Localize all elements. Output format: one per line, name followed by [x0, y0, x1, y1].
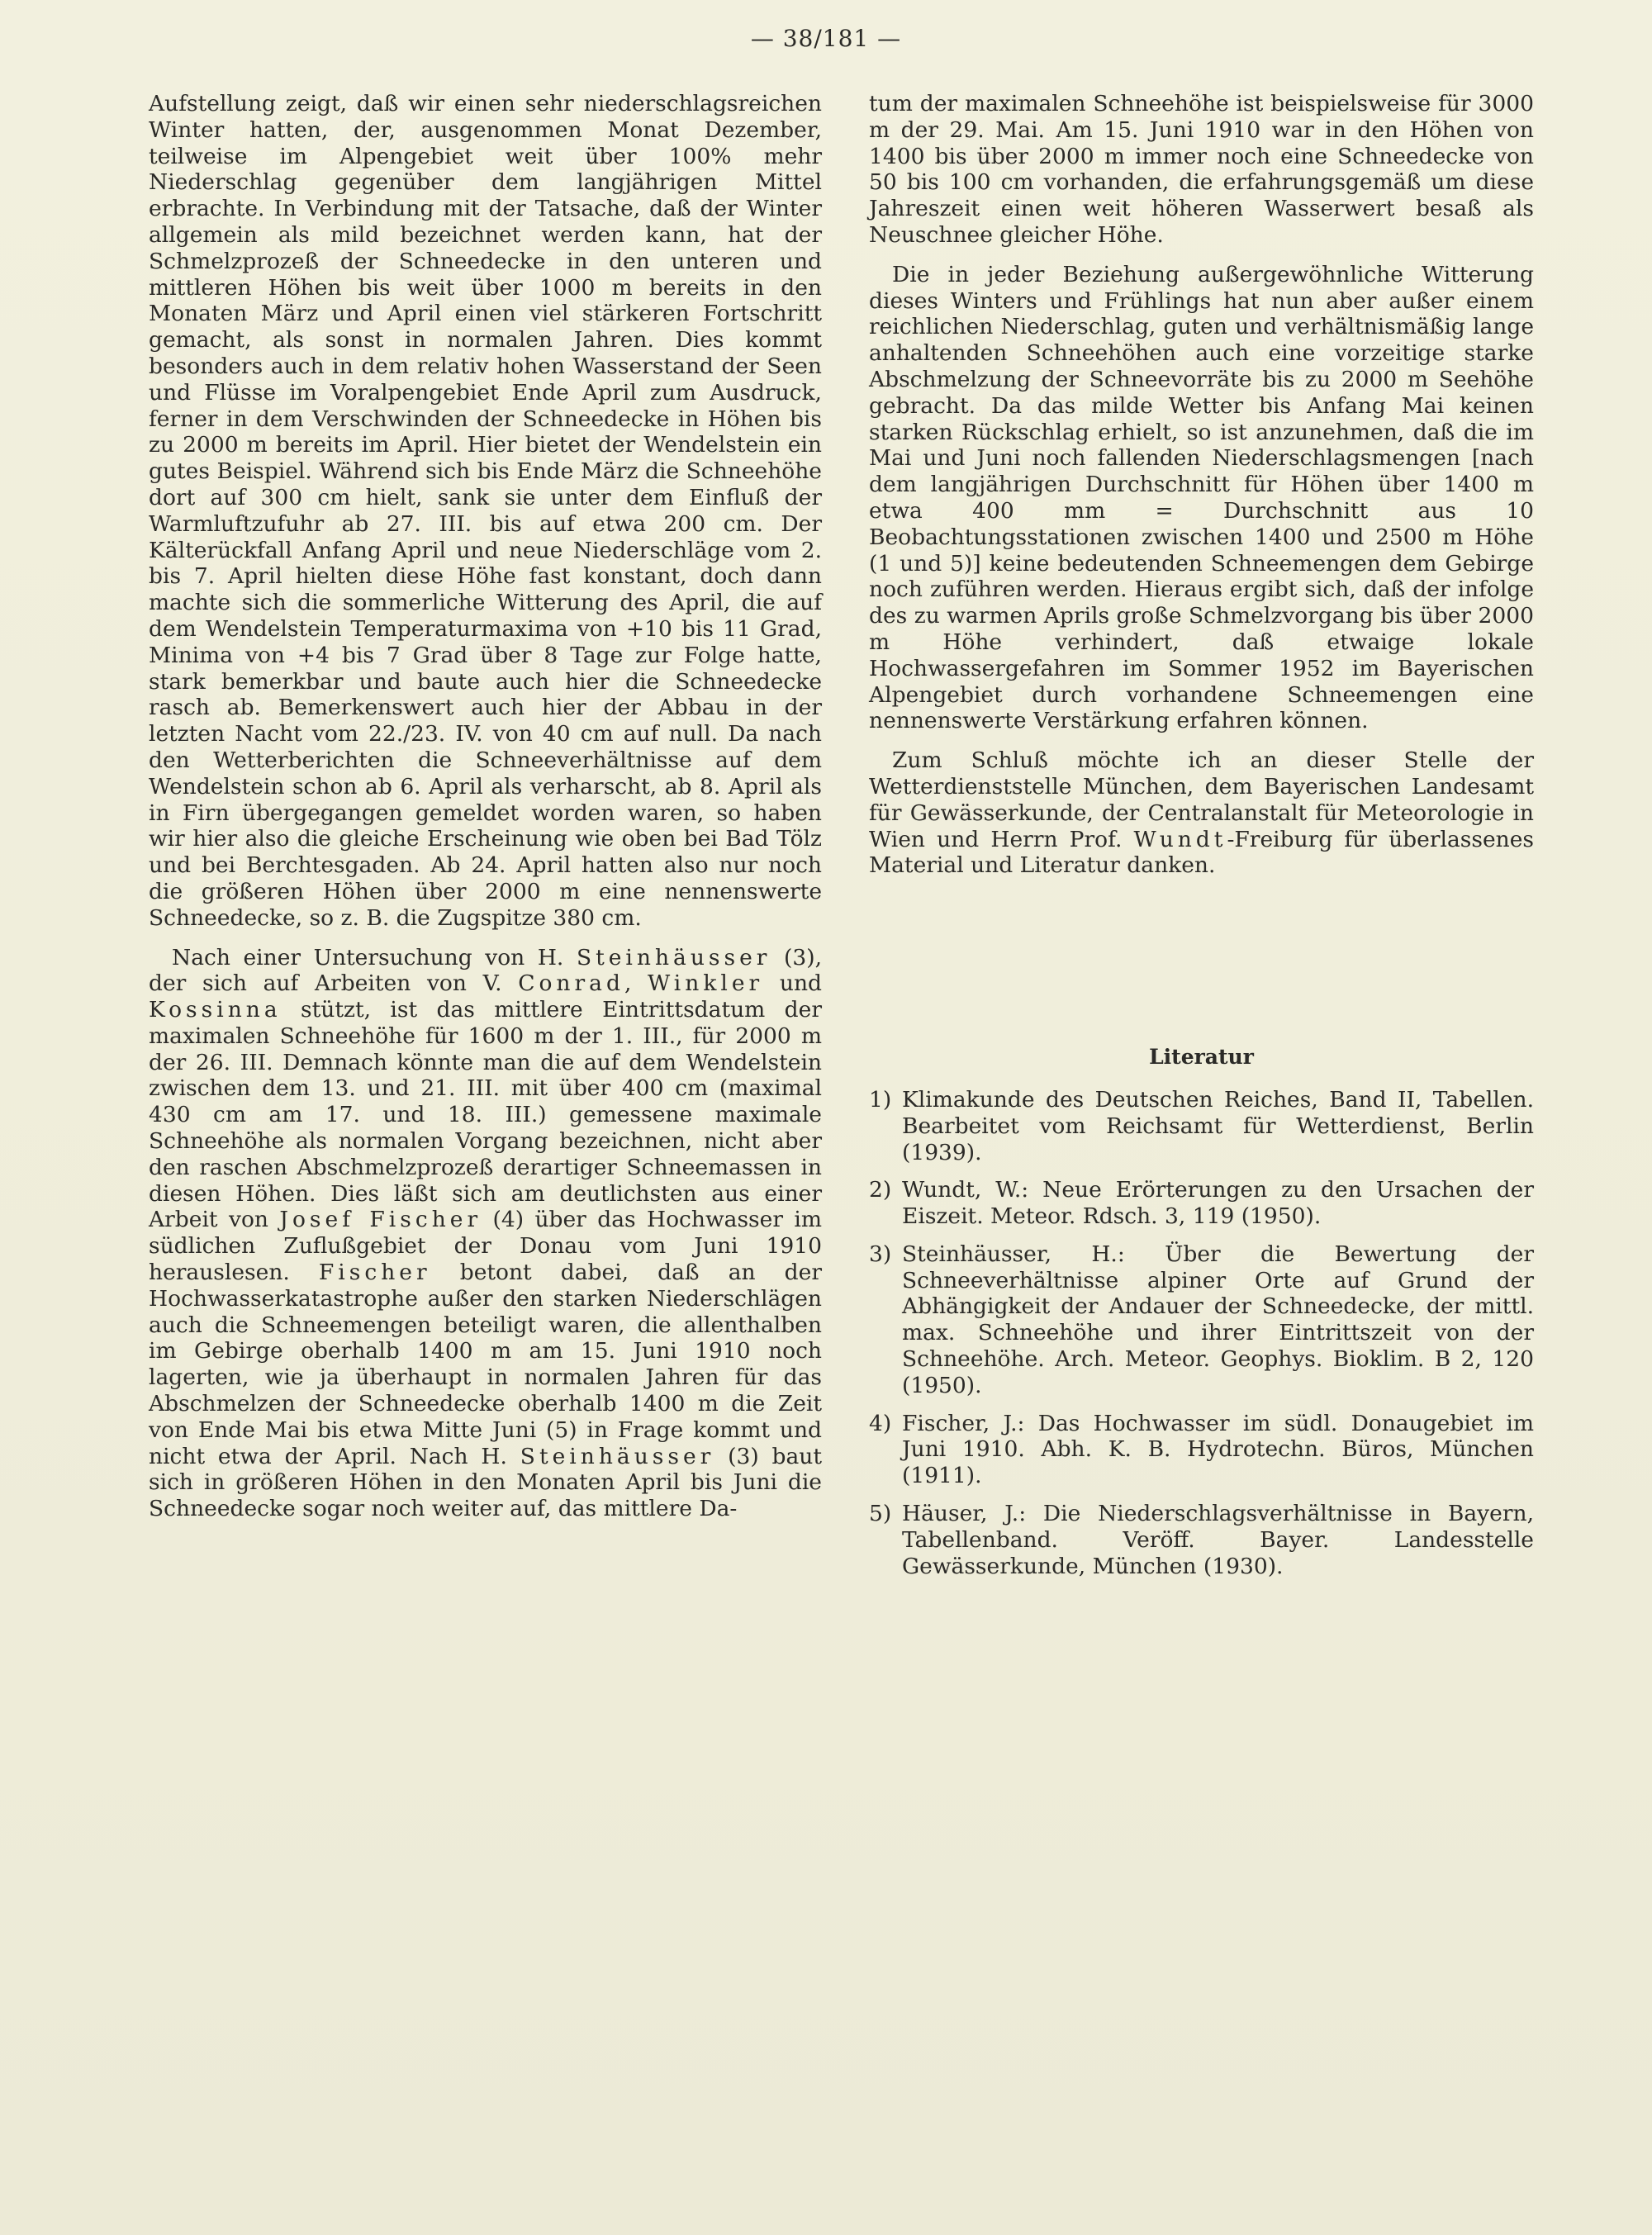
- reference-text: Steinhäusser, H.: Über die Bewertung der Schneeverhältnisse alpiner Orte auf Grund der Abhängigkeit der Andauer der Schneedecke, der mittl. max. Schneehöhe und ihrer Eintrittszeit von der Schneehöhe. Arch. Meteor. Geophys. Bioklim. B 2, 120 (1950).: [902, 1241, 1534, 1398]
- reference-number: 1): [869, 1086, 892, 1113]
- literature-heading: Literatur: [1149, 1045, 1254, 1070]
- reference-number: 3): [869, 1241, 892, 1267]
- text-segment: -Freiburg für überlassenes Material und Literatur danken.: [869, 826, 1534, 879]
- text-segment: (3), der sich auf Arbeiten von V.: [149, 944, 822, 997]
- left-column: [149, 91, 822, 1535]
- author-name: Wundt: [1133, 826, 1227, 852]
- acknowledgement-paragraph: [869, 747, 1534, 879]
- reference-text: Häuser, J.: Die Niederschlagsverhältnisse in Bayern, Tabellenband. Veröff. Bayer. Landesstelle Gewässerkunde, München (1930).: [902, 1501, 1534, 1579]
- reference-item: [869, 1501, 1534, 1579]
- text-segment: ,: [624, 970, 648, 997]
- author-name: Kossinna: [149, 997, 282, 1023]
- author-name: Steinhäusser: [576, 944, 771, 970]
- text-segment: stützt, ist das mittlere Eintrittsdatum der maximalen Schneehöhe für 1600 m der 1. III., für 2000 m der 26. III. Demnach könnte man die auf dem Wendelstein zwischen dem 13. und 21. III. mit über 400 cm (maximal 430 cm am 17. und 18. III.) gemessene maximale Schneehöhe als normalen Vorgang bezeichnen, nicht aber den raschen Abschmelzprozeß derartiger Schneemassen in diesen Höhen. Dies läßt sich am deutlichsten aus einer Arbeit von: [149, 997, 822, 1233]
- reference-text: Fischer, J.: Das Hochwasser im südl. Donaugebiet im Juni 1910. Abh. K. B. Hydrotechn. Büros, München (1911).: [902, 1410, 1534, 1489]
- reference-text: Wundt, W.: Neue Erörterungen zu den Ursachen der Eiszeit. Meteor. Rdsch. 3, 119 (1950).: [902, 1177, 1534, 1230]
- left-paragraph-1: Aufstellung zeigt, daß wir einen sehr niederschlagsreichen Winter hatten, der, ausgenommen Monat Dezember, teilweise im Alpengebiet weit über 100% mehr Niederschlag gegenüber dem langjährigen Mittel erbrachte. In Verbindung mit der Tatsache, daß der Winter allgemein als mild bezeichnet werden kann, hat der Schmelzprozeß der Schneedecke in den unteren und mittleren Höhen bis weit über 1000 m bereits in den Monaten März und April einen viel stärkeren Fortschritt gemacht, als sonst in normalen Jahren. Dies kommt besonders auch in dem relativ hohen Wasserstand der Seen und Flüsse im Voralpengebiet Ende April zum Ausdruck, ferner in dem Verschwinden der Schneedecke in Höhen bis zu 2000 m bereits im April. Hier bietet der Wendelstein ein gutes Beispiel. Während sich bis Ende März die Schneehöhe dort auf 300 cm hielt, sank sie unter dem Einfluß der Warmluftzufuhr ab 27. III. bis auf etwa 200 cm. Der Kälterückfall Anfang April und neue Niederschläge vom 2. bis 7. April hielten diese Höhe fast konstant, doch dann machte sich die sommerliche Witterung des April, die auf dem Wendelstein Temperaturmaxima von +10 bis 11 Grad, Minima von +4 bis 7 Grad über 8 Tage zur Folge hatte, stark bemerkbar und baute auch hier die Schneedecke rasch ab. Bemerkenswert auch hier der Abbau in der letzten Nacht vom 22./23. IV. von 40 cm auf null. Da nach den Wetterberichten die Schneeverhältnisse auf dem Wendelstein schon ab 6. April als verharscht, ab 8. April als in Firn übergegangen gemeldet worden waren, so haben wir hier also die gleiche Erscheinung wie oben bei Bad Tölz und bei Berchtesgaden. Ab 24. April hatten also nur noch die größeren Höhen über 2000 m eine nennenswerte Schneedecke, so z. B. die Zugspitze 380 cm.: [149, 91, 822, 931]
- reference-text: Klimakunde des Deutschen Reiches, Band II, Tabellen. Bearbeitet vom Reichsamt für Wetterdienst, Berlin (1939).: [902, 1086, 1534, 1165]
- reference-item: [869, 1241, 1534, 1399]
- reference-number: 2): [869, 1177, 892, 1203]
- reference-list: [869, 1087, 1534, 1580]
- page-number: — 38/181 —: [750, 25, 902, 52]
- text-segment: betont dabei, daß an der Hochwasserkatastrophe außer den starken Niederschlägen auch die Schneemengen beteiligt waren, die allenthalben im Gebirge oberhalb 1400 m am 15. Juni 1910 noch lagerten, wie ja überhaupt in normalen Jahren für das Abschmelzen der Schneedecke oberhalb 1400 m die Zeit von Ende Mai bis etwa Mitte Juni (5) in Frage kommt und nicht etwa der April. Nach H.: [149, 1260, 822, 1469]
- text-segment: und: [763, 970, 822, 997]
- reference-number: 5): [869, 1501, 892, 1527]
- right-paragraph-2: Die in jeder Beziehung außergewöhnliche Witterung dieses Winters und Frühlings hat nun aber außer einem reichlichen Niederschlag, guten und verhältnismäßig lange anhaltenden Schneehöhen auch eine vorzeitige starke Abschmelzung der Schneevorräte bis zu 2000 m Seehöhe gebracht. Da das milde Wetter bis Anfang Mai keinen starken Rückschlag erhielt, so ist anzunehmen, daß die im Mai und Juni noch fallenden Niederschlagsmengen [nach dem langjährigen Durchschnitt für Höhen über 1400 m etwa 400 mm = Durchschnitt aus 10 Beobachtungsstationen zwischen 1400 und 2500 m Höhe (1 und 5)] keine bedeutenden Schneemengen dem Gebirge noch zuführen werden. Hieraus ergibt sich, daß der infolge des zu warmen Aprils große Schmelzvorgang bis über 2000 m Höhe verhindert, daß etwaige lokale Hochwassergefahren im Sommer 1952 im Bayerischen Alpengebiet durch vorhandene Schneemengen eine nennenswerte Verstärkung erfahren können.: [869, 261, 1534, 734]
- right-column: [869, 91, 1534, 1591]
- author-name: Conrad: [518, 970, 624, 997]
- author-name: Fischer: [318, 1260, 431, 1286]
- right-paragraph-1: tum der maximalen Schneehöhe ist beispielsweise für 3000 m der 29. Mai. Am 15. Juni 1910 war in den Höhen von 1400 bis über 2000 m immer noch eine Schneedecke von 50 bis 100 cm vorhanden, die erfahrungsgemäß um diese Jahreszeit einen weit höheren Wasserwert besaß als Neuschnee gleicher Höhe.: [869, 91, 1534, 248]
- text-segment: Nach einer Untersuchung von H.: [172, 944, 577, 970]
- reference-number: 4): [869, 1410, 892, 1436]
- text-segment: (3) baut sich in größeren Höhen in den Monaten April bis Juni die Schneedecke sogar noch weiter auf, das mittlere Da-: [149, 1443, 822, 1522]
- text-segment: (4) über das Hochwasser im südlichen Zuflußgebiet der Donau vom Juni 1910 herauslesen.: [149, 1207, 822, 1286]
- reference-item: [869, 1087, 1534, 1165]
- author-name: Winkler: [648, 970, 764, 997]
- left-paragraph-2: [149, 945, 822, 1523]
- author-name: Josef Fischer: [279, 1207, 482, 1233]
- author-name: Steinhäusser: [520, 1443, 715, 1469]
- text-segment: Zum Schluß möchte ich an dieser Stelle der Wetterdienststelle München, dem Bayerischen Landesamt für Gewässerkunde, der Centralanstalt für Meteorologie in Wien und Herrn Prof.: [869, 747, 1534, 852]
- reference-item: [869, 1177, 1534, 1230]
- reference-item: [869, 1411, 1534, 1489]
